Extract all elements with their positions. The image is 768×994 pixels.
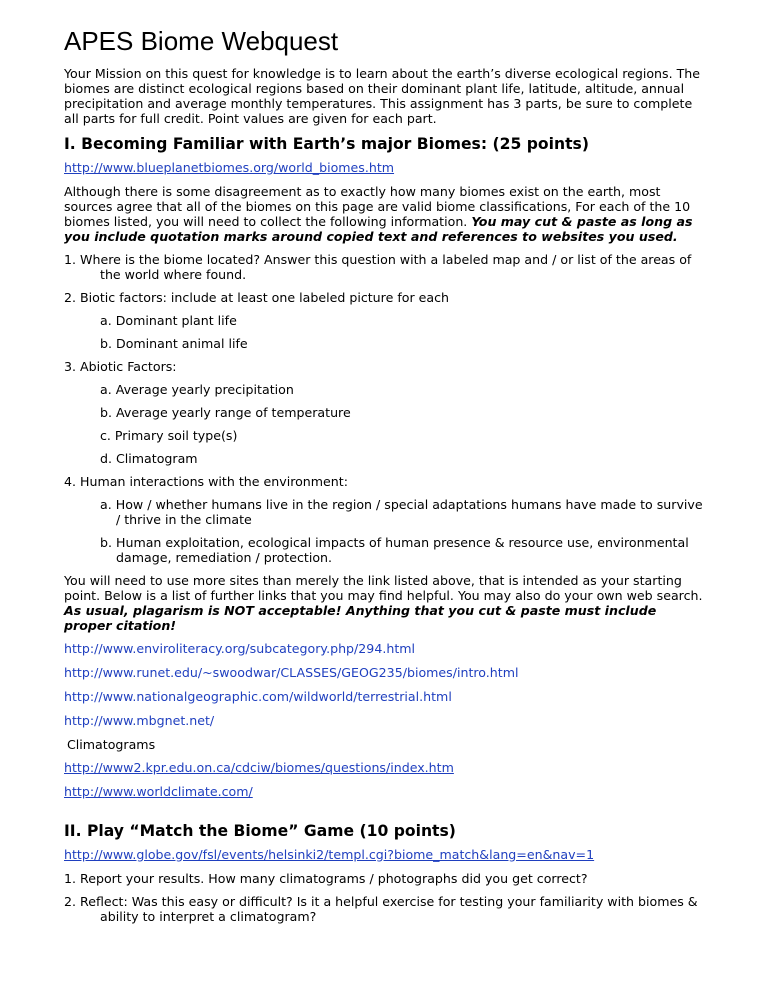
resource-link-runet[interactable]: http://www.runet.edu/~swoodwar/CLASSES/GEOG235/biomes/intro.html (64, 665, 519, 680)
part1-heading: I. Becoming Familiar with Earth’s major Biomes: (25 points) (64, 135, 589, 153)
climatogram-link-kpr[interactable]: http://www2.kpr.edu.on.ca/cdciw/biomes/questions/index.htm (64, 760, 454, 775)
part1-link-line (64, 160, 704, 175)
part1-instructions (64, 184, 704, 244)
climatogram-link-worldclimate[interactable]: http://www.worldclimate.com/ (64, 784, 253, 799)
plagiarism-warning: As usual, plagarism is NOT acceptable! Anything that you cut & paste must include proper citation! (64, 603, 657, 633)
question-2b: b. Dominant animal life (100, 336, 248, 351)
resource-link-natgeo[interactable]: http://www.nationalgeographic.com/wildworld/terrestrial.html (64, 689, 452, 704)
page-title: APES Biome Webquest (64, 26, 339, 56)
part1-instructions-text: Although there is some disagreement as to exactly how many biomes exist on the earth, most sources agree that all of the biomes on this page are valid biome classifications, For each of the 10 biomes listed, you will need to collect the following information. (64, 184, 691, 229)
part2-link-line (64, 847, 704, 862)
resource-link-line (64, 713, 704, 728)
part1-main-link[interactable]: http://www.blueplanetbiomes.org/world_biomes.htm (64, 160, 395, 175)
question-4: 4. Human interactions with the environment: (64, 474, 348, 489)
question-3d: d. Climatogram (100, 451, 198, 466)
question-3a: a. Average yearly precipitation (100, 382, 294, 397)
climatogram-link-line (64, 784, 704, 799)
part2-question-1: 1. Report your results. How many climatograms / photographs did you get correct? (64, 871, 588, 886)
question-2: 2. Biotic factors: include at least one labeled picture for each (64, 290, 450, 305)
question-3: 3. Abiotic Factors: (64, 359, 177, 374)
climatograms-label: Climatograms (67, 737, 156, 752)
resource-link-mbgnet[interactable]: http://www.mbgnet.net/ (64, 713, 215, 728)
resource-link-line (64, 689, 704, 704)
part2-heading: II. Play “Match the Biome” Game (10 points) (64, 822, 456, 840)
question-1: 1. Where is the biome located? Answer this question with a labeled map and / or list of the areas of the world where found. (64, 252, 692, 282)
resource-link-enviroliteracy[interactable]: http://www.enviroliteracy.org/subcategory.php/294.html (64, 641, 416, 656)
more-sites-paragraph (64, 573, 704, 633)
climatogram-link-line (64, 760, 704, 775)
question-4a: a. How / whether humans live in the region / special adaptations humans have made to survive / thrive in the climate (100, 497, 703, 527)
resource-link-line (64, 641, 704, 656)
intro-paragraph: Your Mission on this quest for knowledge is to learn about the earth’s diverse ecological regions. The biomes are distinct ecological regions based on their dominant plant life, latitude, altitude, annual precipitation and average monthly temperatures. This assignment has 3 parts, be sure to complete all parts for full credit. Point values are given for each part. (64, 66, 701, 126)
resource-link-line (64, 665, 704, 680)
question-3c: c. Primary soil type(s) (100, 428, 238, 443)
question-4b: b. Human exploitation, ecological impacts of human presence & resource use, environmental damage, remediation / protection. (100, 535, 689, 565)
part2-game-link[interactable]: http://www.globe.gov/fsl/events/helsinki2/templ.cgi?biome_match&lang=en&nav=1 (64, 847, 595, 862)
question-3b: b. Average yearly range of temperature (100, 405, 351, 420)
more-sites-text: You will need to use more sites than merely the link listed above, that is intended as your starting point. Below is a list of further links that you may find helpful. You may also do your own web search. (64, 573, 703, 603)
part2-question-2: 2. Reflect: Was this easy or difficult? Is it a helpful exercise for testing your familiarity with biomes & ability to interpret a climatogram? (64, 894, 698, 924)
question-2a: a. Dominant plant life (100, 313, 237, 328)
part1-instructions-emphasis: You may cut & paste as long as you include quotation marks around copied text and references to websites you used. (64, 214, 693, 244)
